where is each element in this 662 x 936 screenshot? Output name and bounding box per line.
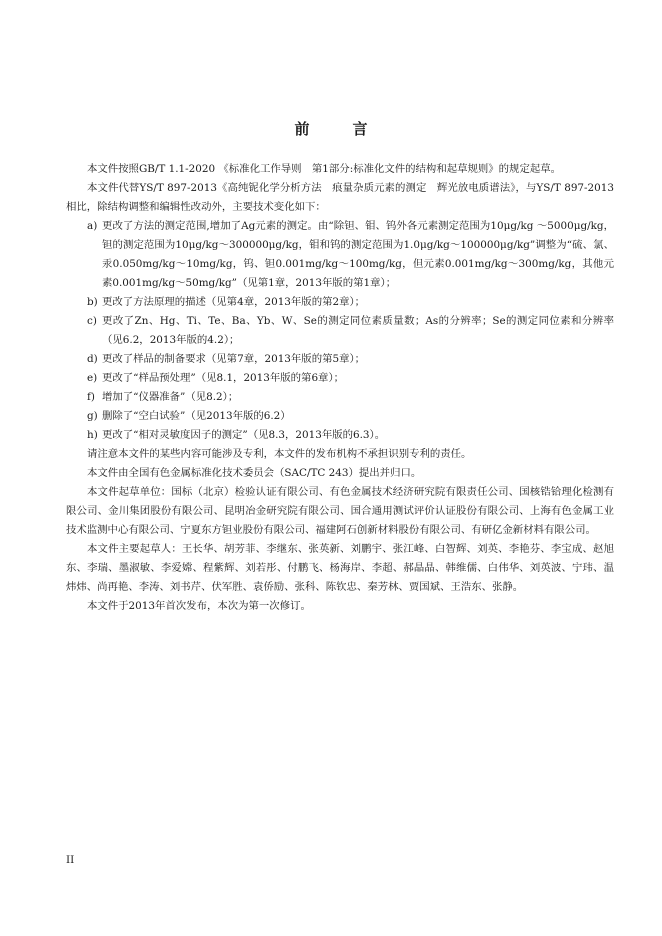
list-item-text: 更改了“样品预处理”（见8.1，2013年版的第6章）；: [102, 372, 345, 384]
page-title: 前 言: [294, 120, 382, 138]
list-marker: g): [87, 410, 98, 422]
list-item: [66, 388, 614, 407]
changes-list: [66, 217, 614, 445]
list-marker: e): [87, 372, 98, 384]
document-body: [66, 160, 614, 616]
paragraph-replaces: 本文件代替YS/T 897-2013《高纯铌化学分析方法 痕量杂质元素的测定 辉光放电质谱法》，与YS/T 897-2013相比，除结构调整和编辑性改动外，主要技术变化如下：: [66, 182, 614, 213]
list-item-text: 删除了“空白试验”（见2013年版的6.2）: [102, 410, 291, 422]
list-marker: d): [87, 353, 98, 365]
list-item: [66, 369, 614, 388]
list-marker: b): [87, 296, 98, 308]
paragraph-patent-notice: 请注意本文件的某些内容可能涉及专利，本文件的发布机构不承担识别专利的责任。: [87, 448, 472, 460]
list-marker: c): [87, 315, 97, 327]
list-item-text: 更改了样品的制备要求（见第7章，2013年版的第5章）；: [102, 353, 366, 365]
list-item: [66, 426, 614, 445]
list-item-text: 更改了“相对灵敏度因子的测定”（见8.3，2013年版的6.3）。: [102, 429, 386, 441]
paragraph-revision-history: 本文件于2013年首次发布，本次为第一次修订。: [87, 600, 311, 612]
list-item-text: 更改了方法原理的描述（见第4章，2013年版的第2章）；: [102, 296, 366, 308]
list-marker: a): [87, 220, 98, 232]
list-item-text: 更改了方法的测定范围,增加了Ag元素的测定。由“除钽、钼、钨外各元素测定范围为10μg/kg ～5000μg/kg，钽的测定范围为10μg/kg～300000μg/kg，钼和钨的测定范围为1.0μg/kg～100000μg/kg”调整为“硫、氯、汞0.050mg/kg～10mg/kg，钨、钽0.001mg/kg～100mg/kg，但元素0.001mg/kg～300mg/kg，其他元素0.001mg/kg～50mg/kg”（见第1章，2013年版的第1章）；: [102, 220, 614, 289]
list-item: [66, 217, 614, 293]
list-marker: f): [87, 391, 95, 403]
paragraph-drafting-units: 本文件起草单位：国标（北京）检验认证有限公司、有色金属技术经济研究院有限责任公司、国核锆铪理化检测有限公司、金川集团股份有限公司、昆明冶金研究院有限公司、国合通用测试评价认证股份有限公司、上海有色金属工业技术监测中心有限公司、宁夏东方钽业股份有限公司、福建阿石创新材料股份有限公司、有研亿金新材料有限公司。: [66, 486, 614, 536]
list-item: [66, 407, 614, 426]
paragraph-scope: 本文件按照GB/T 1.1-2020 《标准化工作导则 第1部分:标准化文件的结构和起草规则》的规定起草。: [87, 163, 562, 175]
paragraph-committee: 本文件由全国有色金属标准化技术委员会（SAC/TC 243）提出并归口。: [87, 467, 422, 479]
page-number: II: [66, 854, 75, 866]
list-marker: h): [87, 429, 98, 441]
list-item-text: 增加了“仪器准备”（见8.2）；: [102, 391, 239, 403]
list-item: [66, 350, 614, 369]
list-item: [66, 293, 614, 312]
paragraph-drafters: 本文件主要起草人：王长华、胡芳菲、李继东、张英新、刘鹏宇、张江峰、白智辉、刘英、李艳芬、李宝成、赵旭东、李瑞、墨淑敏、李爱嫦、程紫辉、刘若彤、付鹏飞、杨海岸、李超、郝晶晶、韩维儒、白伟华、刘英波、宁玮、温炜炜、尚再艳、李涛、刘书芹、伏军胜、袁侨励、张科、陈钦忠、秦芳林、贾国斌、王浩东、张静。: [66, 543, 614, 593]
list-item-text: 更改了Zn、Hg、Ti、Te、Ba、Yb、W、Se的测定同位素质量数；As的分辨率；Se的测定同位素和分辨率（见6.2，2013年版的4.2）；: [102, 315, 614, 346]
list-item: [66, 312, 614, 350]
